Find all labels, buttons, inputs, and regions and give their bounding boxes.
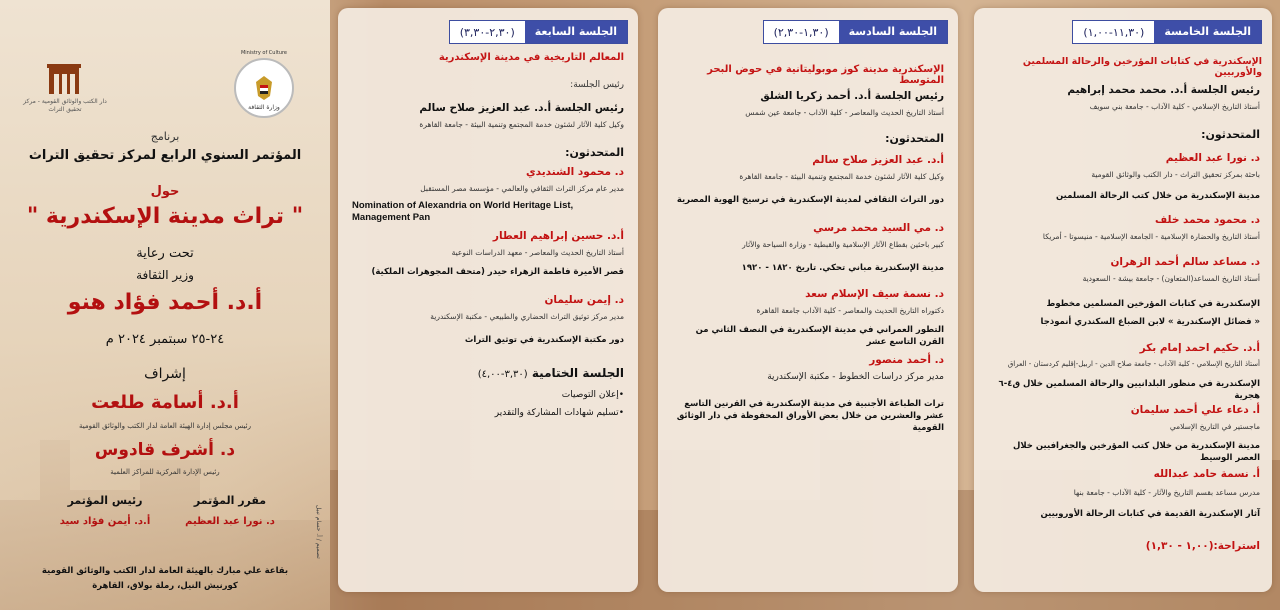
session5-s4-name: أ.د. حكيم احمد إمام بكر: [1139, 342, 1260, 354]
session5-s1-name: د. نورا عبد العظيم: [1165, 152, 1260, 164]
venue-line1: بقاعة علي مبارك بالهيئة العامة لدار الكتب والوثائق القومية: [41, 566, 289, 576]
supervision-label: إشراف: [144, 366, 186, 382]
session5-s5-title: مدينة الإسكندرية من خلال كتب المؤرخين والجغرافيين خلال العصر الوسيط: [1012, 441, 1260, 463]
session5-s4-aff: أستاذ التاريخ الإسلامي - كلية الآداب - جامعة صلاح الدين - اربيل-إقليم كردستان - العراق: [1007, 360, 1260, 368]
session7-s1-title: Nomination of Alexandria on World Heritage List, Management Pan: [352, 200, 574, 223]
venue-line2: كورنيش النيل، رملة بولاق، القاهرة: [92, 581, 238, 591]
session5-time: (١١,٣٠-١,٠٠): [1083, 25, 1145, 39]
design-credit: تصميم / أ. حسام نبيل: [315, 505, 322, 559]
session5-s6-title: آثار الإسكندرية القديمة في كتابات الرحالة الأوروبيين: [1040, 509, 1260, 519]
session6-s1-title: دور التراث الثقافي لمدينة الإسكندرية في ترسيخ الهوية المصرية: [676, 195, 944, 205]
ministry-logo-text: وزارة الثقافة: [248, 104, 280, 111]
rapporteur-name: د. نورا عبد العظيم: [185, 516, 275, 527]
session7-s2-aff: أستاذ التاريخ الحديث والمعاصر - معهد الدراسات النوعية: [451, 248, 624, 257]
session7-s2-title: قصر الأميرة فاطمة الزهراء حيدر (متحف المجوهرات الملكية): [371, 267, 624, 277]
session5-s3-name: د. مساعد سالم أحمد الزهران: [1110, 256, 1260, 268]
program-label: برنامج: [150, 130, 180, 143]
session6-label: الجلسة السادسة: [839, 21, 947, 43]
session7-tag: [449, 20, 628, 44]
session6-s4-title: ترات الطباعة الأجنبية في مدينة الإسكندرية في القرنين التاسع عشر والعشرين من خلال بعض الأوراق المحفوظة في دار الوثائق القومية: [676, 399, 944, 433]
session7-chair-label: رئيس الجلسة:: [570, 80, 624, 90]
session6-s4-name: د. أحمد منصور: [869, 354, 944, 366]
conference-dates: ٢٤-٢٥ سبتمبر ٢٠٢٤ م: [105, 332, 225, 347]
conference-title: المؤتمر السنوي الرابع لمركز تحقيق التراث: [28, 148, 302, 163]
session5-s2-aff: أستاذ التاريخ والحضارة الإسلامية - الجامعة الإسلامية - منيسوتا - أمريكا: [1042, 232, 1260, 241]
session5-panel: [974, 8, 1272, 592]
session7-label: الجلسة السابعة: [525, 21, 627, 43]
session5-chair-aff: أستاذ التاريخ الإسلامي - كلية الآداب - جامعة بني سويف: [1089, 102, 1260, 111]
session5-s1-aff: باحثة بمركز تحقيق التراث - دار الكتب والوثائق القومية: [1091, 170, 1260, 179]
session6-time: (١,٣٠-٢,٣٠): [773, 25, 829, 39]
closing-item1: •إعلان التوصيات: [561, 390, 624, 400]
session7-s3-title: دور مكتبة الإسكندرية في توثيق التراث: [464, 335, 624, 345]
session7-chair-aff: وكيل كلية الآثار لشئون خدمة المجتمع وتنمية البيئة - جامعة القاهرة: [419, 120, 624, 129]
session7-s3-aff: مدير مركز توثيق التراث الحضاري والطبيعي - مكتبة الإسكندرية: [430, 312, 624, 321]
session7-subject: المعالم التاريخية في مدينة الإسكندرية: [438, 52, 624, 63]
cover-panel: [0, 0, 330, 610]
topic-title: " تراث مدينة الإسكندرية ": [26, 204, 304, 229]
session5-s2-name: د. محمود محمد خلف: [1155, 214, 1260, 226]
closing-time: (٣,٣٠-٤,٠٠): [477, 369, 528, 380]
rapporteur-label: مقرر المؤتمر: [193, 494, 267, 507]
closing-label: الجلسة الختامية: [531, 366, 624, 380]
session6-tag: [763, 20, 948, 44]
session6-s2-name: د. مي السيد محمد مرسي: [813, 222, 944, 234]
session6-chair-aff: أستاذ التاريخ الحديث والمعاصر - كلية الآداب - جامعة عين شمس: [745, 108, 944, 117]
ministry-ring-text: Ministry of Culture: [240, 50, 288, 56]
patronage-label: تحت رعاية: [136, 246, 194, 261]
session5-s1-title: مدينة الإسكندرية من خلال كتب الرحالة المسلمين: [1056, 191, 1260, 201]
session6-s1-name: أ.د. عبد العزيز صلاح سالم: [812, 154, 944, 166]
session5-s4-title: الإسكندرية في منظور البلدانيين والرحالة المسلمين خلال ق٤-٦ هجرية: [998, 379, 1260, 401]
session5-subject: الإسكندرية في كتابات المؤرخين والرحالة المسلمين والأوربيين: [1022, 56, 1262, 78]
session7-chair: رئيس الجلسة أ.د. عبد العزيز صلاح سالم: [419, 102, 624, 114]
session6-chair: رئيس الجلسة أ.د. أحمد زكريا الشلق: [760, 90, 944, 102]
heritage-center-logo-text: دار الكتب والوثائق القومية - مركز تحقيق التراث: [23, 98, 107, 113]
session7-speakers-label: المتحدثون:: [565, 146, 624, 159]
session6-speakers-label: المتحدثون:: [885, 132, 944, 145]
closing-item2: •تسليم شهادات المشاركة والتقدير: [494, 408, 624, 418]
session6-panel: [658, 8, 958, 592]
president-name: أ.د. أيمن فؤاد سيد: [59, 516, 151, 527]
supervisor2-name: د. أشرف قادوس: [94, 440, 236, 460]
session6-s4-aff: مدير مركز دراسات الخطوط - مكتبة الإسكندرية: [767, 372, 944, 382]
session5-speakers-label: المتحدثون:: [1201, 128, 1260, 141]
session5-s3-title2: « فضائل الإسكندرية » لابن الضباع السكندري أنموذجا: [1040, 317, 1260, 327]
session5-s3-title1: الإسكندرية في كتابات المؤرخين المسلمين مخطوط: [1046, 299, 1260, 309]
session5-tag: [1072, 20, 1262, 44]
session5-s6-name: أ. نسمة حامد عبدالله: [1153, 468, 1260, 480]
session6-s3-name: د. نسمة سيف الإسلام سعد: [805, 288, 944, 300]
session7-s1-aff: مدير عام مركز التراث الثقافي والعالمي - مؤسسة مصر المستقبل: [420, 184, 624, 193]
supervisor1-role: رئيس مجلس إدارة الهيئة العامة لدار الكتب والوثائق القومية: [79, 422, 251, 430]
about-label: حول: [150, 184, 180, 199]
president-label: رئيس المؤتمر: [67, 494, 143, 507]
minister-name: أ.د. أحمد فؤاد هنو: [67, 290, 263, 315]
session7-s3-name: د. إيمن سليمان: [544, 294, 624, 306]
session7-s2-name: أ.د. حسين إبراهيم العطار: [492, 230, 624, 242]
session6-s2-title: مدينة الإسكندرية مباني تحكي. تاريخ ١٨٢٠ - ١٩٢٠: [741, 263, 944, 273]
session5-chair: رئيس الجلسة أ.د. محمد محمد إبراهيم: [1067, 84, 1260, 96]
session6-s3-title: التطور العمراني في مدينة الإسكندرية في النصف الثاني من القرن التاسع عشر: [695, 325, 944, 347]
session6-s1-aff: وكيل كلية الآثار لشئون خدمة المجتمع وتنمية البيئة - جامعة القاهرة: [739, 172, 944, 181]
session7-s1-name: د. محمود الشنديدي: [526, 166, 624, 178]
session5-break: استراحة:(١,٠٠ - ١,٣٠): [1145, 540, 1260, 552]
session7-time: (٢,٣٠-٣,٣٠): [459, 25, 515, 39]
session5-s3-aff: أستاذ التاريخ المساعد(المتعاون) - جامعة بيشة - السعودية: [1082, 274, 1260, 283]
supervisor1-name: أ.د. أسامة طلعت: [91, 392, 239, 413]
session6-subject: الإسكندرية مدينة كوز موبوليتانية في حوض البحر المتوسط: [707, 64, 944, 86]
session6-s2-aff: كبير باحثين بقطاع الآثار الإسلامية والقبطية - وزارة السياحة والآثار: [742, 240, 944, 249]
heritage-center-logo-icon: [46, 60, 82, 96]
session5-s5-name: أ. دعاء علي أحمد سليمان: [1130, 404, 1260, 416]
session5-s6-aff: مدرس مساعد بقسم التاريخ والآثار - كلية الآداب - جامعة بنها: [1073, 488, 1260, 497]
supervisor2-role: رئيس الإدارة المركزية للمراكز العلمية: [110, 468, 220, 476]
session5-label: الجلسة الخامسة: [1154, 21, 1261, 43]
minister-label: وزير الثقافة: [136, 268, 194, 282]
session7-panel: [338, 8, 638, 592]
session5-s5-aff: ماجستير في التاريخ الإسلامي: [1169, 422, 1260, 431]
closing-session-label: [352, 366, 624, 380]
session6-s3-aff: دكتوراه التاريخ الحديث والمعاصر - كلية الآداب جامعة القاهرة: [756, 306, 944, 315]
